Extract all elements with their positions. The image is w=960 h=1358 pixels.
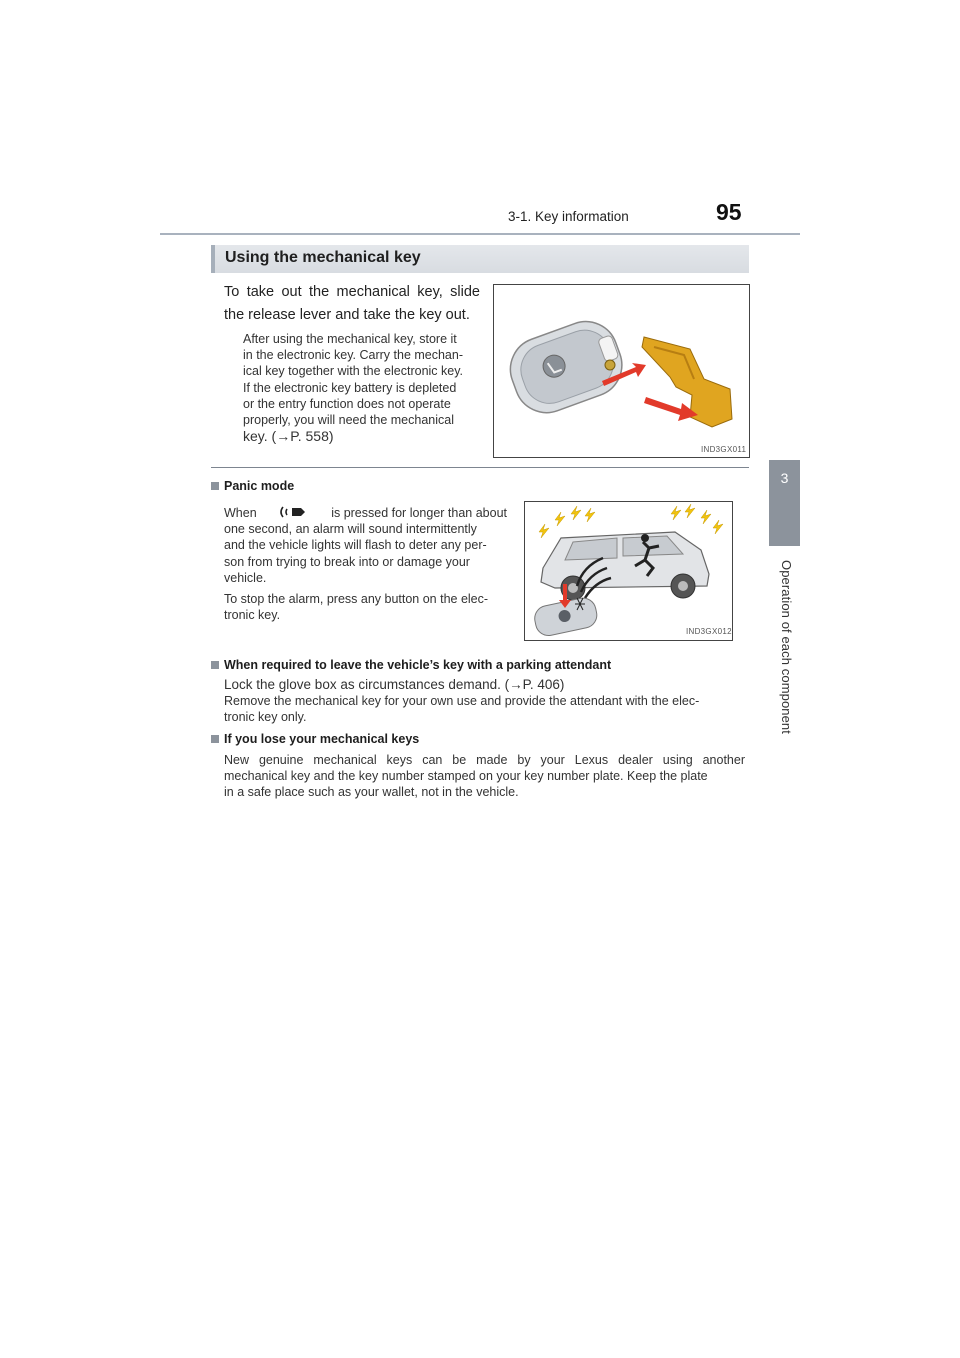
chapter-title: Operation of each component — [779, 560, 794, 734]
note-line: in the electronic key. Carry the mechan- — [243, 348, 464, 363]
panic-line: one second, an alarm will sound intermittently — [224, 522, 477, 537]
parking-line: tronic key only. — [224, 710, 307, 725]
panic-mode-text — [224, 505, 507, 623]
stop-alarm-line: To stop the alarm, press any button on the elec- — [224, 592, 489, 607]
bullet-square-icon — [211, 661, 219, 669]
section-heading: Using the mechanical key — [225, 249, 421, 266]
panic-line-1: When is pressed for longer than about — [224, 506, 507, 520]
note-line: key. (→P. 558) — [243, 428, 334, 445]
section-heading-bar — [211, 245, 749, 273]
mechanical-key-instruction: To take out the mechanical key, slide the release lever and take the key out. — [224, 284, 480, 323]
panic-line: and the vehicle lights will flash to deter any per- — [224, 538, 487, 553]
note-line: ical key together with the electronic key. — [243, 364, 464, 379]
chapter-number: 3 — [780, 470, 789, 486]
bullet-square-icon — [211, 735, 219, 743]
vehicle-alarm-illustration — [525, 502, 732, 640]
panic-line: vehicle. — [224, 570, 267, 585]
lost-keys-line: mechanical key and the key number stamped on your key number plate. Keep the plate — [224, 769, 708, 784]
parking-line: Lock the glove box as circumstances demand. (→P. 406) — [224, 677, 565, 692]
section-divider — [211, 467, 749, 468]
mechanical-key-note — [243, 331, 480, 444]
key-fob-illustration — [494, 285, 749, 457]
note-line: properly, you will need the mechanical — [243, 413, 454, 428]
parking-line: Remove the mechanical key for your own use and provide the attendant with the elec- — [224, 694, 700, 709]
lost-keys-line: New genuine mechanical keys can be made by your Lexus dealer using another — [224, 753, 745, 767]
lost-keys-line: in a safe place such as your wallet, not in the vehicle. — [224, 785, 519, 800]
panic-line: son from trying to break into or damage your — [224, 554, 470, 569]
bullet-square-icon — [211, 482, 219, 490]
mechanical-key-figure — [493, 284, 750, 458]
panic-mode-heading: Panic mode — [211, 479, 294, 493]
note-line: After using the mechanical key, store it — [243, 332, 457, 346]
lost-keys-heading: If you lose your mechanical keys — [211, 732, 419, 746]
page-number: 95 — [716, 199, 742, 225]
stop-alarm-line: tronic key. — [224, 608, 281, 623]
parking-attendant-text — [224, 677, 745, 726]
panic-button-icon — [275, 505, 313, 519]
parking-attendant-heading: When required to leave the vehicle’s key with a parking attendant — [211, 658, 611, 672]
figure-code: IND3GX012 — [686, 627, 732, 636]
running-header-section: 3-1. Key information — [508, 209, 629, 224]
note-line: or the entry function does not operate — [243, 396, 451, 411]
figure-code: IND3GX011 — [701, 445, 747, 454]
note-line: If the electronic key battery is depleted — [243, 380, 457, 395]
header-rule — [160, 233, 800, 235]
panic-mode-figure — [524, 501, 733, 641]
lost-keys-text — [224, 752, 745, 801]
